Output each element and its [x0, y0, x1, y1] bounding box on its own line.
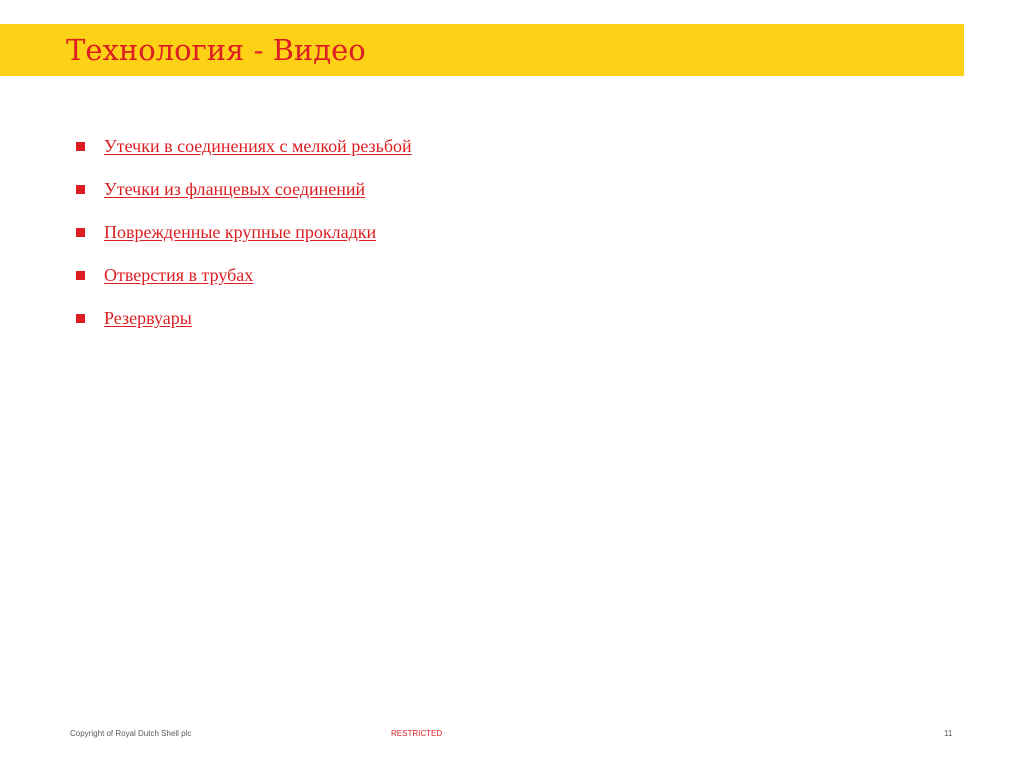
list-item	[76, 306, 412, 349]
bullet-link-tanks[interactable]: Резервуары	[104, 308, 192, 328]
list-item	[76, 263, 412, 306]
bullet-list	[76, 134, 412, 349]
bullet-link-damaged-gaskets[interactable]: Поврежденные крупные прокладки	[104, 222, 377, 242]
square-bullet-icon	[76, 228, 85, 237]
list-item	[76, 220, 412, 263]
bullet-link-threaded-leaks[interactable]: Утечки в соединениях с мелкой резьбой	[104, 136, 412, 156]
list-item	[76, 177, 412, 220]
list-item	[76, 134, 412, 177]
square-bullet-icon	[76, 314, 85, 323]
slide-title: Технология - Видео	[66, 33, 366, 67]
square-bullet-icon	[76, 271, 85, 280]
bullet-link-pipe-holes[interactable]: Отверстия в трубах	[104, 265, 254, 285]
footer-copyright: Copyright of Royal Dutch Shell plc	[70, 729, 192, 738]
page-number: 11	[944, 729, 953, 738]
footer-classification: RESTRICTED	[391, 729, 443, 738]
square-bullet-icon	[76, 185, 85, 194]
bullet-link-flange-leaks[interactable]: Утечки из фланцевых соединений	[104, 179, 366, 199]
square-bullet-icon	[76, 142, 85, 151]
